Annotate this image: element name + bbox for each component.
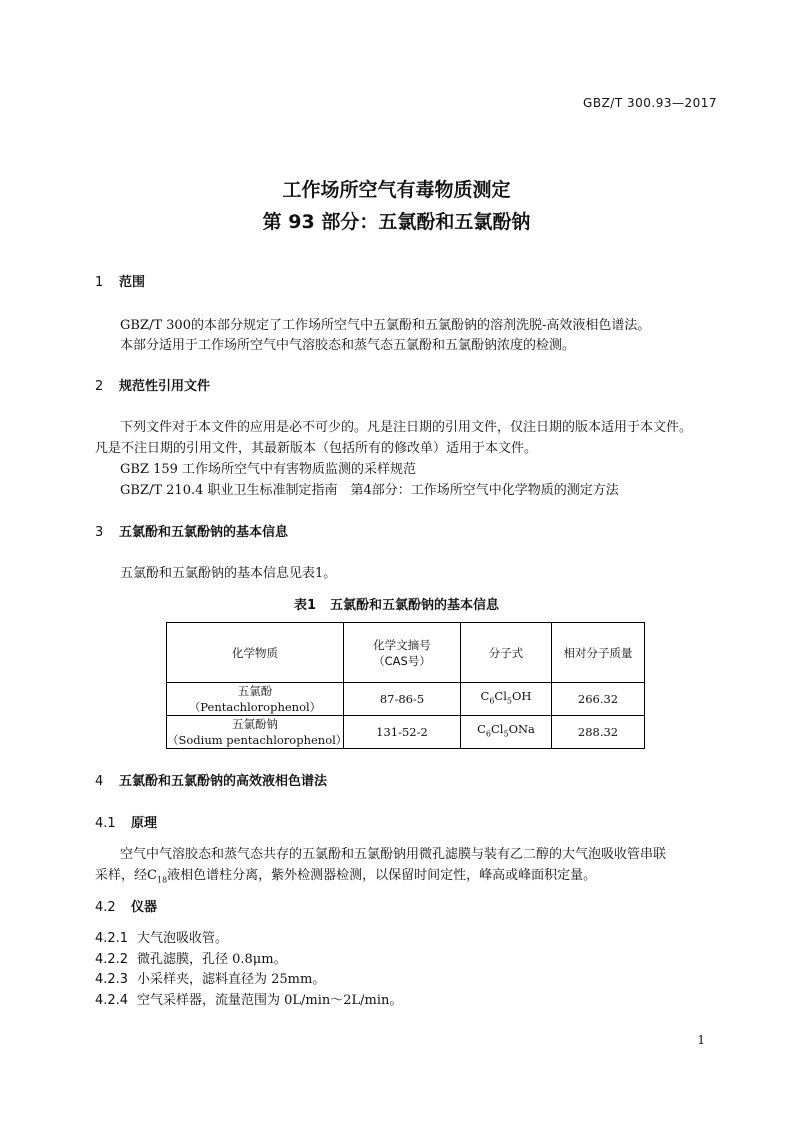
section-1-heading xyxy=(95,271,145,290)
list-item xyxy=(95,968,325,987)
formula-sub: 6 xyxy=(485,729,491,739)
title-line-2: 第 93 部分：五氯酚和五氯酚钠 xyxy=(262,211,531,233)
substance-cn: 五氯酚 xyxy=(237,684,273,698)
table-header-row xyxy=(167,623,645,683)
cell-substance xyxy=(167,683,344,716)
section-title: 五氯酚和五氯酚钠的基本信息 xyxy=(119,525,289,540)
basic-info-table xyxy=(166,622,645,749)
page-number: 1 xyxy=(697,1033,705,1047)
substance-cn: 五氯酚钠 xyxy=(232,717,278,731)
table-caption xyxy=(0,594,793,613)
formula-part: C xyxy=(477,722,486,737)
reference-item: GBZ 159 工作场所空气中有害物质监测的采样规范 xyxy=(120,462,417,477)
item-number: 4.2.3 xyxy=(95,972,129,987)
section-2-heading xyxy=(95,375,210,394)
section-3-heading xyxy=(95,521,288,540)
cell-cas: 87-86-5 xyxy=(344,683,461,716)
formula-part: C xyxy=(480,689,490,704)
subsection-title: 原理 xyxy=(131,816,158,831)
paragraph: GBZ/T 300的本部分规定了工作场所空气中五氯酚和五氯酚钠的溶剂洗脱-高效液相色谱法。 xyxy=(120,318,651,333)
table-caption-number: 表1 xyxy=(293,598,317,613)
subsection-4-2-heading xyxy=(95,896,157,915)
subsection-number: 4.1 xyxy=(95,816,116,831)
substance-en: （Sodium pentachlorophenol） xyxy=(167,733,348,747)
paragraph-line xyxy=(95,864,596,885)
section-title: 五氯酚和五氯酚钠的高效液相色谱法 xyxy=(119,774,328,789)
list-item xyxy=(95,989,402,1008)
section-title: 规范性引用文件 xyxy=(119,379,211,394)
cell-mass: 266.32 xyxy=(552,683,645,716)
subsection-title: 仪器 xyxy=(131,900,158,915)
cell-cas: 131-52-2 xyxy=(344,716,461,749)
section-number: 2 xyxy=(95,379,104,394)
cell-mass: 288.32 xyxy=(552,716,645,749)
formula-part: ONa xyxy=(508,722,535,737)
item-number: 4.2.4 xyxy=(95,993,129,1008)
paragraph-line: 凡是不注日期的引用文件，其最新版本（包括所有的修改单）适用于本文件。 xyxy=(95,441,538,456)
formula-sub: 6 xyxy=(489,696,495,706)
formula-sub: 5 xyxy=(503,729,509,739)
formula-sub: 5 xyxy=(506,696,512,706)
text-part: 液相色谱柱分离，紫外检测器检测，以保留时间定性，峰高或峰面积定量。 xyxy=(167,868,597,883)
header-substance: 化学物质 xyxy=(167,623,344,683)
header-cas-line2: （CAS号） xyxy=(373,653,431,668)
item-text: 小采样夹，滤料直径为 25mm。 xyxy=(137,972,326,987)
text-sub: 18 xyxy=(156,875,168,885)
paragraph-line: 下列文件对于本文件的应用是必不可少的。凡是注日期的引用文件，仅注日期的版本适用于本文件。 xyxy=(120,420,693,435)
list-item xyxy=(95,927,228,946)
list-item xyxy=(95,948,287,967)
header-formula: 分子式 xyxy=(461,623,552,683)
paragraph: 本部分适用于工作场所空气中气溶胶态和蒸气态五氯酚和五氯酚钠浓度的检测。 xyxy=(120,338,576,353)
section-number: 4 xyxy=(95,774,104,789)
title-line-1: 工作场所空气有毒物质测定 xyxy=(282,179,511,201)
item-text: 空气采样器，流量范围为 0L/min～2L/min。 xyxy=(137,993,403,1008)
text-part: 采样，经C xyxy=(95,868,157,883)
item-text: 大气泡吸收管。 xyxy=(137,931,229,946)
paragraph-line: 空气中气溶胶态和蒸气态共存的五氯酚和五氯酚钠用微孔滤膜与装有乙二醇的大气泡吸收管串联 xyxy=(120,847,667,862)
header-mass: 相对分子质量 xyxy=(552,623,645,683)
table-row xyxy=(167,683,645,716)
cell-substance xyxy=(167,716,348,749)
item-number: 4.2.2 xyxy=(95,952,129,967)
subsection-4-1-heading xyxy=(95,812,157,831)
item-text: 微孔滤膜，孔径 0.8μm。 xyxy=(137,952,287,967)
subsection-number: 4.2 xyxy=(95,900,116,915)
cell-formula xyxy=(461,683,552,716)
reference-item: GBZ/T 210.4 职业卫生标准制定指南 第4部分：工作场所空气中化学物质的测定方法 xyxy=(120,483,619,498)
substance-en: （Pentachlorophenol） xyxy=(188,700,322,714)
header-cas xyxy=(344,623,461,683)
item-number: 4.2.1 xyxy=(95,931,129,946)
formula-part: OH xyxy=(512,689,532,704)
formula-part: Cl xyxy=(490,722,504,737)
section-number: 3 xyxy=(95,525,104,540)
table-row xyxy=(167,716,645,749)
header-cas-line1: 化学文摘号 xyxy=(373,637,431,652)
section-title: 范围 xyxy=(119,275,146,290)
document-number: GBZ/T 300.93—2017 xyxy=(583,96,717,110)
table-caption-title: 五氯酚和五氯酚钠的基本信息 xyxy=(330,598,500,613)
paragraph: 五氯酚和五氯酚钠的基本信息见表1。 xyxy=(120,566,337,581)
section-number: 1 xyxy=(95,275,104,290)
formula-part: Cl xyxy=(494,689,507,704)
cell-formula xyxy=(461,716,552,749)
section-4-heading xyxy=(95,770,327,789)
